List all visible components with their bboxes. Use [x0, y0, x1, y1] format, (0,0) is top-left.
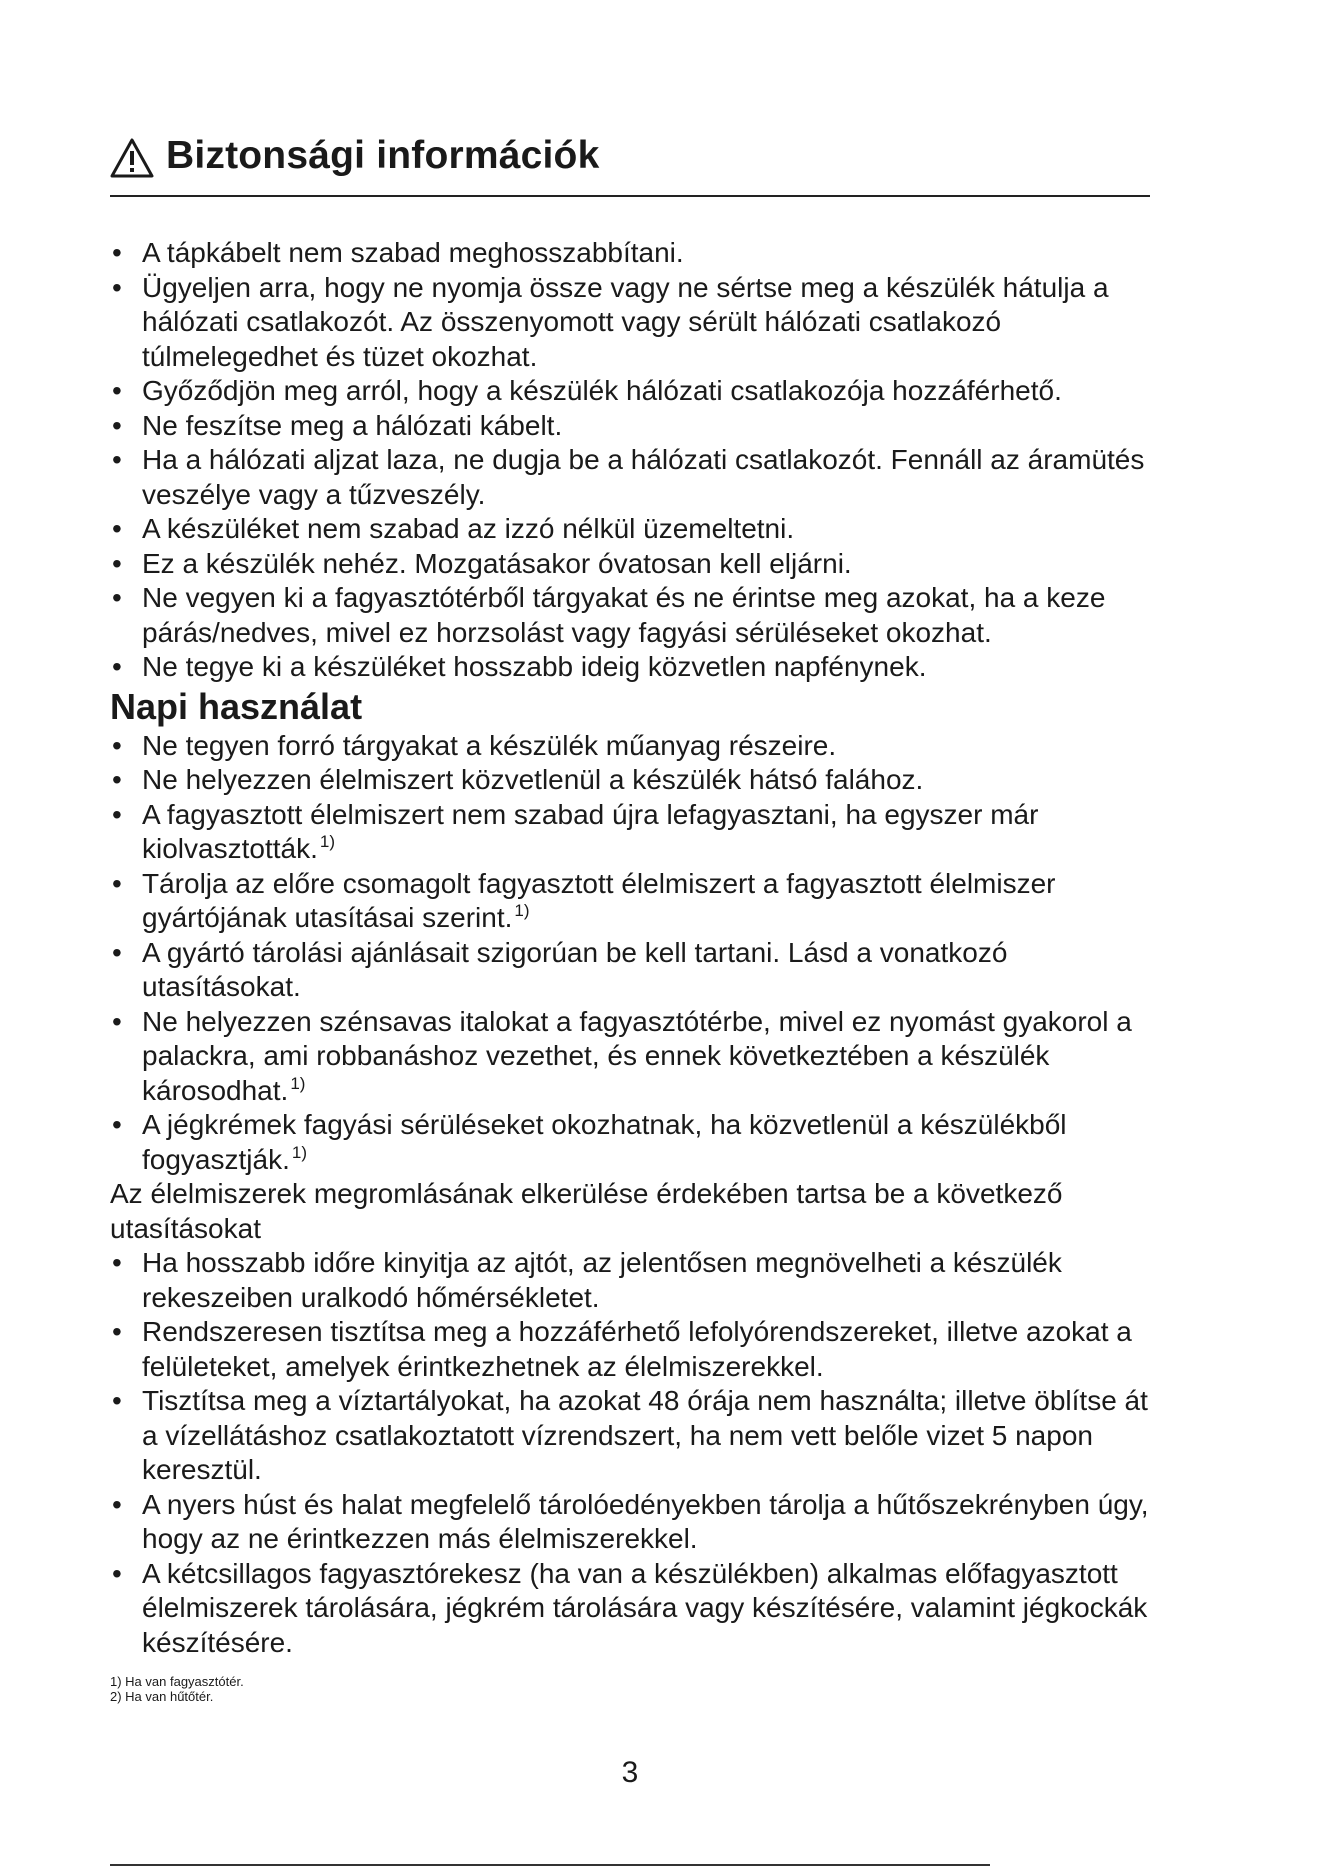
footnote: 2) Ha van hűtőtér.: [110, 1689, 214, 1704]
list-item: • Ne vegyen ki a fagyasztótérből tárgyakat és ne érintse meg azokat, ha a keze párás/nedves, mivel ez horzsolást vagy fagyási sérüléseket okozhat.: [110, 581, 1170, 650]
bottom-divider: [110, 1864, 990, 1866]
list-item-text: Tárolja az előre csomagolt fagyasztott élelmiszert a fagyasztott élelmiszer gyártójának utasításai szerint.: [142, 867, 1056, 933]
page-title: Biztonsági információk: [166, 134, 600, 177]
list-item-text: A fagyasztott élelmiszert nem szabad újra lefagyasztani, ha egyszer már kiolvasztották.: [142, 798, 1039, 864]
list-item: [110, 1005, 1170, 1109]
footnotes: [110, 1674, 1170, 1704]
title-divider: [110, 195, 1150, 197]
list-item: [110, 729, 1170, 764]
warning-triangle-icon: [110, 138, 154, 178]
list-item-text: A gyártó tárolási ajánlásait szigorúan be kell tartani. Lásd a vonatkozó utasításokat.: [142, 936, 1008, 1002]
list-item-text: Ne tegyen forró tárgyakat a készülék műanyag részeire.: [142, 729, 837, 761]
list-item-text: A jégkrémek fagyási sérüléseket okozhatnak, ha közvetlenül a készülékből fogyasztják.: [142, 1109, 1067, 1175]
spoilage-list: [110, 1246, 1170, 1660]
list-item: • A készüléket nem szabad az izzó nélkül üzemeltetni.: [110, 512, 1170, 547]
list-item: • A tápkábelt nem szabad meghosszabbítani.: [110, 236, 1170, 271]
list-item: [110, 798, 1170, 867]
list-item: [110, 867, 1170, 936]
list-item: • Ez a készülék nehéz. Mozgatásakor óvatosan kell eljárni.: [110, 547, 1170, 582]
list-item: • Ha a hálózati aljzat laza, ne dugja be a hálózati csatlakozót. Fennáll az áramütés veszélye vagy a tűzveszély.: [110, 443, 1170, 512]
page-number: 3: [621, 1756, 639, 1789]
footnote: 1) Ha van fagyasztótér.: [110, 1674, 244, 1689]
list-item: • Ne tegye ki a készüléket hosszabb ideig közvetlen napfénynek.: [110, 650, 1170, 685]
daily-use-heading: Napi használat: [110, 685, 363, 727]
footnote-ref: 1): [291, 1142, 307, 1162]
footnote-ref: 1): [514, 901, 530, 920]
list-item-text: Ne helyezzen szénsavas italokat a fagyasztótérbe, mivel ez nyomást gyakorol a palackra, ami robbanáshoz vezethet, és ennek következtében a készülék károsodhat.: [142, 1005, 1132, 1106]
list-item: • Tisztítsa meg a víztartályokat, ha azokat 48 órája nem használta; illetve öblítse át a vízellátáshoz csatlakoztatott vízrendszert, ha nem vett belőle vizet 5 napon keresztül.: [110, 1384, 1170, 1488]
list-item: • Ne feszítse meg a hálózati kábelt.: [110, 409, 1170, 444]
list-item: • Ügyeljen arra, hogy ne nyomja össze vagy ne sértse meg a készülék hátulja a hálózati csatlakozót. Az összenyomott vagy sérült hálózati csatlakozó túlmelegedhet és tüzet okozhat.: [110, 271, 1170, 375]
footnote-ref: 1): [319, 832, 335, 851]
spoilage-intro: Az élelmiszerek megromlásának elkerülése érdekében tartsa be a következő utasításokat: [110, 1178, 1063, 1244]
list-item: [110, 936, 1170, 1005]
content-body: [110, 236, 1170, 1704]
list-item: [110, 1108, 1170, 1177]
safety-list: [110, 236, 1170, 685]
footnote-ref: 1): [290, 1073, 306, 1093]
list-item: • A kétcsillagos fagyasztórekesz (ha van a készülékben) alkalmas előfagyasztott élelmiszerek tárolására, jégkrém tárolására vagy készítésére, valamint jégkockák készítésére.: [110, 1557, 1170, 1661]
list-item: • Ha hosszabb időre kinyitja az ajtót, az jelentősen megnövelheti a készülék rekeszeiben uralkodó hőmérsékletet.: [110, 1246, 1170, 1315]
list-item: • Győződjön meg arról, hogy a készülék hálózati csatlakozója hozzáférhető.: [110, 374, 1170, 409]
section-header: [110, 130, 1150, 194]
list-item-text: Ne helyezzen élelmiszert közvetlenül a készülék hátsó falához.: [142, 764, 924, 795]
list-item: • Rendszeresen tisztítsa meg a hozzáférhető lefolyórendszereket, illetve azokat a felületeket, amelyek érintkezhetnek az élelmiszerekkel.: [110, 1315, 1170, 1384]
list-item: [110, 763, 1170, 798]
list-item: • A nyers húst és halat megfelelő tárolóedényekben tárolja a hűtőszekrényben úgy, hogy az ne érintkezzen más élelmiszerekkel.: [110, 1488, 1170, 1557]
daily-use-list: [110, 729, 1170, 1178]
